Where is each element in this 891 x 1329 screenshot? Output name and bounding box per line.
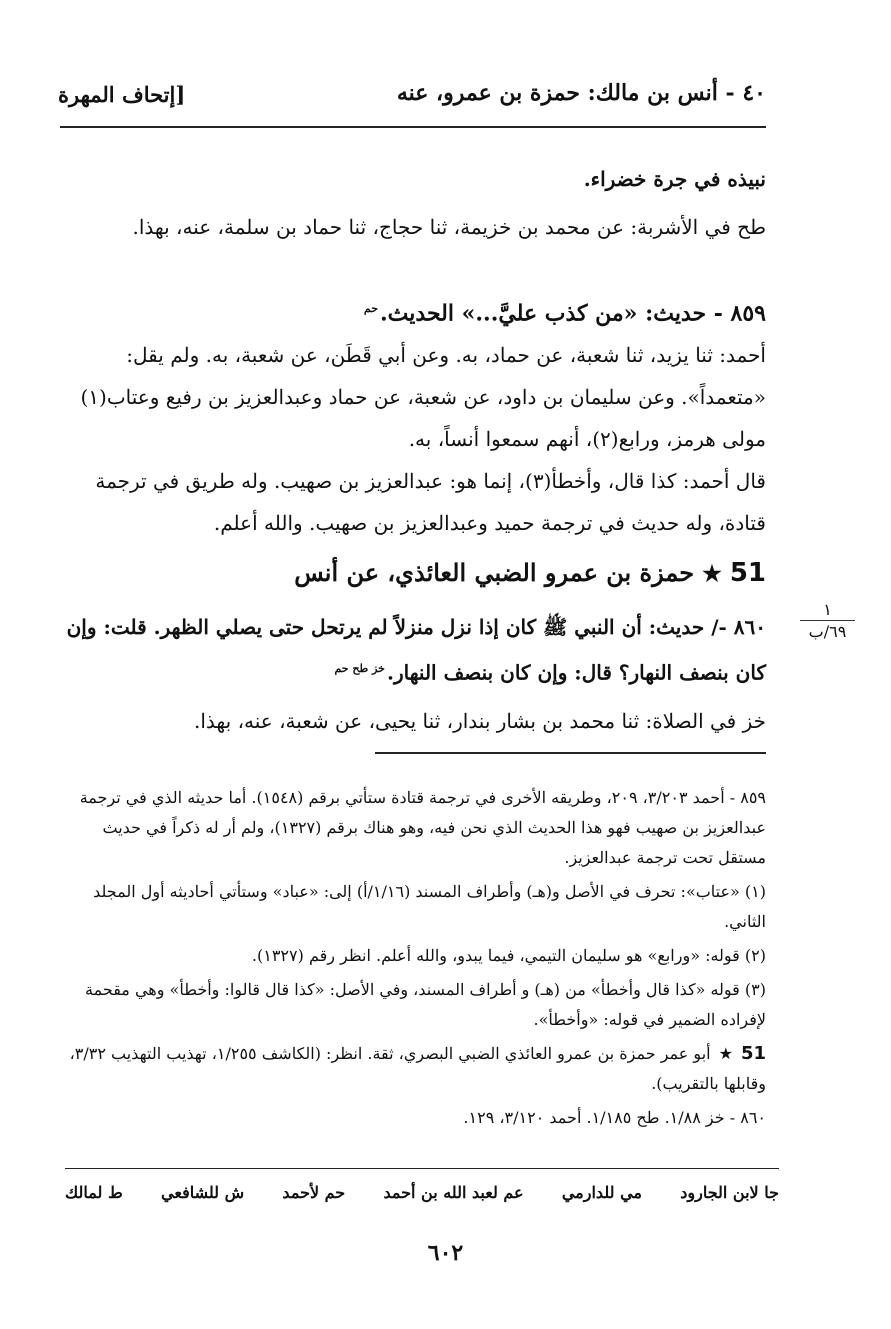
hadith-860-heading	[60, 606, 766, 694]
legend-item: حم لأحمد	[282, 1183, 346, 1202]
notes-separator	[375, 752, 766, 754]
running-header-book-title: [إتحاف المهرة	[58, 82, 186, 107]
margin-folio-number: ٦٩/ب	[808, 622, 847, 641]
legend-item: جا لابن الجارود	[680, 1183, 779, 1202]
legend-item: مي للدارمي	[561, 1183, 642, 1202]
note-860: ٨٦٠ - خز ١/٨٨. طح ١/١٨٥. أحمد ٣/١٢٠، ١٢٩.	[463, 1108, 766, 1127]
hadith-859-paragraph-2: قال أحمد: كذا قال، وأخطأ(٣)، إنما هو: عبدالعزيز بن صهيب. وله طريق في ترجمة قتادة، وله حديث في ترجمة حميد وعبدالعزيز بن صهيب. والله أعلم.	[95, 469, 766, 535]
hadith-860-heading-text: ٨٦٠ -/ حديث: أن النبي ﷺ كان إذا نزل منزلاً لم يرتحل حتى يصلي الظهر. قلت: وإن كان بنصف النهار؟ قال: وإن كان بنصف النهار.	[66, 615, 766, 685]
hadith-860-paragraph: خز في الصلاة: ثنا محمد بن بشار بندار، ثنا يحيى، عن شعبة، عنه، بهذا.	[194, 709, 766, 733]
sigla-legend	[65, 1183, 779, 1202]
section-51-number: 51	[729, 558, 766, 588]
footnote-1: (١) «عتاب»: تحرف في الأصل و(هـ) وأطراف المسند (١/١٦/أ) إلى: «عباد» وستأتي أحاديثه أول المجلد الثاني.	[93, 882, 766, 931]
margin-folio-note	[800, 600, 855, 643]
body-line-1: نبيذه في جرة خضراء.	[583, 167, 766, 191]
note-51-text: أبو عمر حمزة بن عمرو العائذي الضبي البصري، ثقة. انظر: (الكاشف ١/٢٥٥، تهذيب التهذيب ٣/٣٢، وقابلها بالتقريب).	[69, 1044, 766, 1093]
legend-item: ش للشافعي	[161, 1183, 245, 1202]
body-line-2: طح في الأشربة: عن محمد بن خزيمة، ثنا حجاج، ثنا حماد بن سلمة، عنه، بهذا.	[132, 215, 766, 239]
margin-folio-volume: ١	[800, 600, 855, 621]
hadith-859-heading	[60, 288, 766, 334]
section-51-title-text: حمزة بن عمرو الضبي العائذي، عن أنس	[294, 558, 695, 587]
page-number: ٦٠٢	[427, 1240, 464, 1266]
hadith-860-sigla: خز طح حم	[334, 662, 385, 675]
footer-rule	[65, 1168, 779, 1169]
star-icon: ★	[702, 561, 722, 587]
section-51-title	[60, 552, 766, 595]
note-51-number: 51	[740, 1043, 766, 1064]
hadith-859-heading-text: ٨٥٩ - حديث: «من كذب عليَّ...» الحديث.	[380, 300, 766, 327]
legend-item: ط لمالك	[65, 1183, 123, 1202]
footnotes	[60, 783, 766, 1137]
hadith-859-sigla: حم	[363, 302, 379, 315]
footnote-2: (٢) قوله: «ورابع» هو سليمان التيمي، فيما يبدو، والله أعلم. انظر رقم (١٣٢٧).	[251, 946, 766, 965]
running-header-chapter: ٤٠ - أنس بن مالك: حمزة بن عمرو، عنه	[396, 80, 766, 106]
hadith-859-paragraph-1: أحمد: ثنا يزيد، ثنا شعبة، عن حماد، به. وعن أبي قَطَن، عن شعبة، به. ولم يقل: «متعمداً». وعن سليمان بن داود، عن شعبة، عن حماد وعبدالعزيز بن رفيع وعتاب(١) مولى هرمز، ورابع(٢)، أنهم سمعوا أنساً، به.	[80, 343, 766, 451]
footnote-3: (٣) قوله «كذا قال وأخطأ» من (هـ) و أطراف المسند، وفي الأصل: «كذا قال قالوا: وأخطأ» وهي مقحمة لإفراده الضمير في قوله: «وأخطأ».	[85, 980, 766, 1029]
note-51	[60, 1039, 766, 1099]
legend-item: عم لعبد الله بن أحمد	[383, 1183, 524, 1202]
header-rule	[60, 126, 766, 128]
star-icon: ★	[718, 1044, 733, 1063]
note-859: ٨٥٩ - أحمد ٣/٢٠٣، ٢٠٩، وطريقه الأخرى في ترجمة قتادة ستأتي برقم (١٥٤٨). أما حديثه الذي في ترجمة عبدالعزيز بن صهيب فهو هذا الحديث الذي نحن فيه، وهو هناك برقم (١٣٢٧)، ولم أر له ذكراً في حديث مستقل تحت ترجمة عبدالعزيز.	[79, 788, 766, 867]
